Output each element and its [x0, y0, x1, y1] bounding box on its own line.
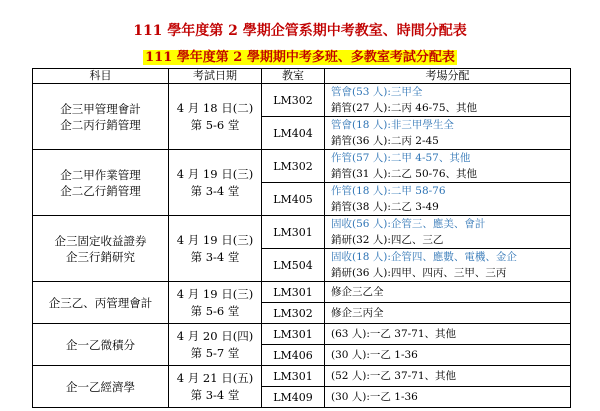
room-cell: LM409 — [262, 387, 325, 408]
subject-line: 企二乙行銷管理 — [60, 183, 141, 198]
header-room: 教室 — [262, 69, 325, 84]
room-cell: LM301 — [262, 216, 325, 249]
allocation-line: 管會(18 人):非三甲學生全 — [331, 119, 454, 131]
allocation-line: 銷研(36 人):四甲、四丙、三甲、三丙 — [331, 267, 507, 279]
allocation-table — [32, 68, 571, 408]
allocation-cell: 修企三乙全 — [325, 282, 571, 303]
date-cell — [169, 324, 262, 366]
page-title: 111 學年度第 2 學期企管系期中考教室、時間分配表 — [133, 23, 467, 39]
room-cell: LM302 — [262, 303, 325, 324]
subject-cell: 企三乙、丙管理會計 — [33, 282, 169, 324]
allocation-line: 銷管(31 人):二乙 50-76、其他 — [331, 168, 478, 180]
room-cell: LM302 — [262, 84, 325, 117]
subject-cell — [33, 216, 169, 282]
subject-line: 企三行銷研究 — [66, 249, 135, 264]
table-header-row — [33, 69, 571, 84]
allocation-line: 銷管(36 人):二丙 2-45 — [331, 135, 439, 147]
allocation-cell: (52 人):一乙 37-71、其他 — [325, 366, 571, 387]
allocation-line: 銷研(32 人):四乙、三乙 — [331, 234, 444, 246]
room-cell: LM404 — [262, 117, 325, 150]
allocation-cell — [325, 216, 571, 249]
subject-cell: 企一乙微積分 — [33, 324, 169, 366]
exam-date: 4 月 20 日(四) — [176, 328, 254, 343]
date-cell — [169, 282, 262, 324]
allocation-line: 固收(56 人):企管三、應美、會計 — [331, 218, 486, 230]
subject-line: 企三甲管理會計 — [60, 101, 141, 116]
exam-period: 第 3-4 堂 — [190, 183, 240, 198]
exam-period: 第 3-4 堂 — [190, 387, 240, 402]
room-cell: LM301 — [262, 366, 325, 387]
allocation-cell: (30 人):一乙 1-36 — [325, 387, 571, 408]
room-cell: LM405 — [262, 183, 325, 216]
date-cell — [169, 150, 262, 216]
exam-date: 4 月 19 日(三) — [176, 166, 254, 181]
header-date: 考試日期 — [169, 69, 262, 84]
subject-line: 企三固定收益證券 — [54, 233, 147, 248]
allocation-line: 管會(53 人):三甲全 — [331, 86, 423, 98]
subtitle-highlight: 111 學年度第 2 學期期中考多班、多教室考試分配表 — [145, 50, 455, 65]
table-row — [33, 150, 571, 183]
allocation-cell — [325, 150, 571, 183]
subject-cell — [33, 150, 169, 216]
exam-date: 4 月 19 日(三) — [176, 286, 254, 301]
room-cell: LM302 — [262, 150, 325, 183]
allocation-cell: 修企三丙全 — [325, 303, 571, 324]
allocation-line: 作管(57 人):二甲 4-57、其他 — [331, 152, 471, 164]
room-cell: LM301 — [262, 282, 325, 303]
table-row — [33, 324, 571, 345]
exam-period: 第 5-7 堂 — [190, 345, 240, 360]
room-cell: LM504 — [262, 249, 325, 282]
table-row — [33, 282, 571, 303]
date-cell — [169, 366, 262, 408]
table-row — [33, 84, 571, 117]
allocation-cell — [325, 117, 571, 150]
table-row — [33, 216, 571, 249]
subject-line: 企二甲作業管理 — [60, 167, 141, 182]
room-cell: LM406 — [262, 345, 325, 366]
exam-period: 第 3-4 堂 — [190, 249, 240, 264]
exam-date: 4 月 19 日(三) — [176, 232, 254, 247]
header-allocation: 考場分配 — [325, 69, 571, 84]
page-subtitle — [0, 47, 600, 67]
exam-period: 第 5-6 堂 — [190, 117, 240, 132]
subject-cell — [33, 84, 169, 150]
header-subject: 科目 — [33, 69, 169, 84]
date-cell — [169, 84, 262, 150]
allocation-line: 作管(18 人):二甲 58-76 — [331, 185, 446, 197]
exam-date: 4 月 18 日(二) — [176, 100, 254, 115]
allocation-line: 固收(18 人):企管四、應數、電機、金企 — [331, 251, 517, 263]
allocation-cell: (30 人):一乙 1-36 — [325, 345, 571, 366]
exam-date: 4 月 21 日(五) — [176, 370, 254, 385]
allocation-line: 銷管(27 人):二丙 46-75、其他 — [331, 102, 478, 114]
allocation-cell: (63 人):一乙 37-71、其他 — [325, 324, 571, 345]
allocation-cell — [325, 249, 571, 282]
allocation-cell — [325, 84, 571, 117]
exam-period: 第 5-6 堂 — [190, 303, 240, 318]
allocation-cell — [325, 183, 571, 216]
date-cell — [169, 216, 262, 282]
room-cell: LM301 — [262, 324, 325, 345]
subject-line: 企二丙行銷管理 — [60, 117, 141, 132]
table-row — [33, 366, 571, 387]
subject-cell: 企一乙經濟學 — [33, 366, 169, 408]
allocation-line: 銷管(38 人):二乙 3-49 — [331, 201, 439, 213]
